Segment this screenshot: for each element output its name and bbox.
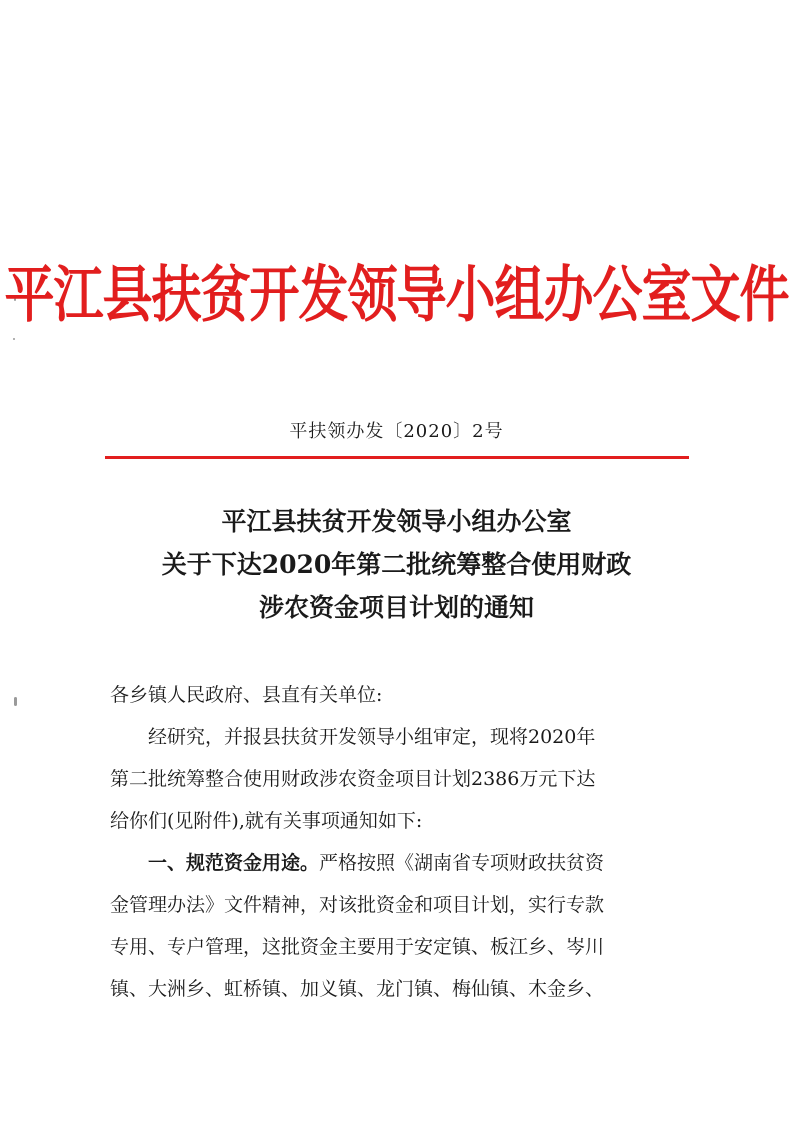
section-1-paragraph	[110, 842, 686, 1010]
intro-line-3: 给你们(见附件),就有关事项通知如下:	[110, 810, 423, 832]
scan-speck	[14, 697, 17, 706]
notice-title-line-2: 关于下达2020年第二批统筹整合使用财政	[161, 550, 632, 579]
section-1-line-2: 金管理办法》文件精神，对该批资金和项目计划，实行专款	[110, 894, 605, 916]
document-number: 平扶领办发〔2020〕2号	[289, 421, 504, 442]
salutation	[110, 674, 686, 716]
notice-title-line-3: 涉农资金项目计划的通知	[258, 593, 534, 622]
notice-title	[0, 500, 793, 629]
intro-line-1: 经研究，并报县扶贫开发领导小组审定，现将2020年	[148, 726, 596, 748]
section-1-line-4: 镇、大洲乡、虹桥镇、加义镇、龙门镇、梅仙镇、木金乡、	[110, 978, 605, 1000]
section-1-line-1-rest: 严格按照《湖南省专项财政扶贫资	[319, 852, 605, 874]
intro-paragraph	[110, 716, 686, 842]
scan-speck	[13, 338, 15, 340]
document-body	[110, 674, 686, 1010]
red-divider-rule	[105, 456, 689, 459]
salutation-text: 各乡镇人民政府、县直有关单位:	[110, 684, 383, 706]
document-header-title: 平江县扶贫开发领导小组办公室文件	[4, 258, 789, 331]
intro-line-2: 第二批统筹整合使用财政涉农资金项目计划2386万元下达	[110, 768, 596, 790]
section-1-heading: 一、规范资金用途。	[148, 852, 320, 874]
section-1-line-1	[110, 842, 686, 884]
section-1-line-3: 专用、专户管理，这批资金主要用于安定镇、板江乡、岑川	[110, 936, 605, 958]
notice-title-line-1: 平江县扶贫开发领导小组办公室	[221, 507, 572, 536]
